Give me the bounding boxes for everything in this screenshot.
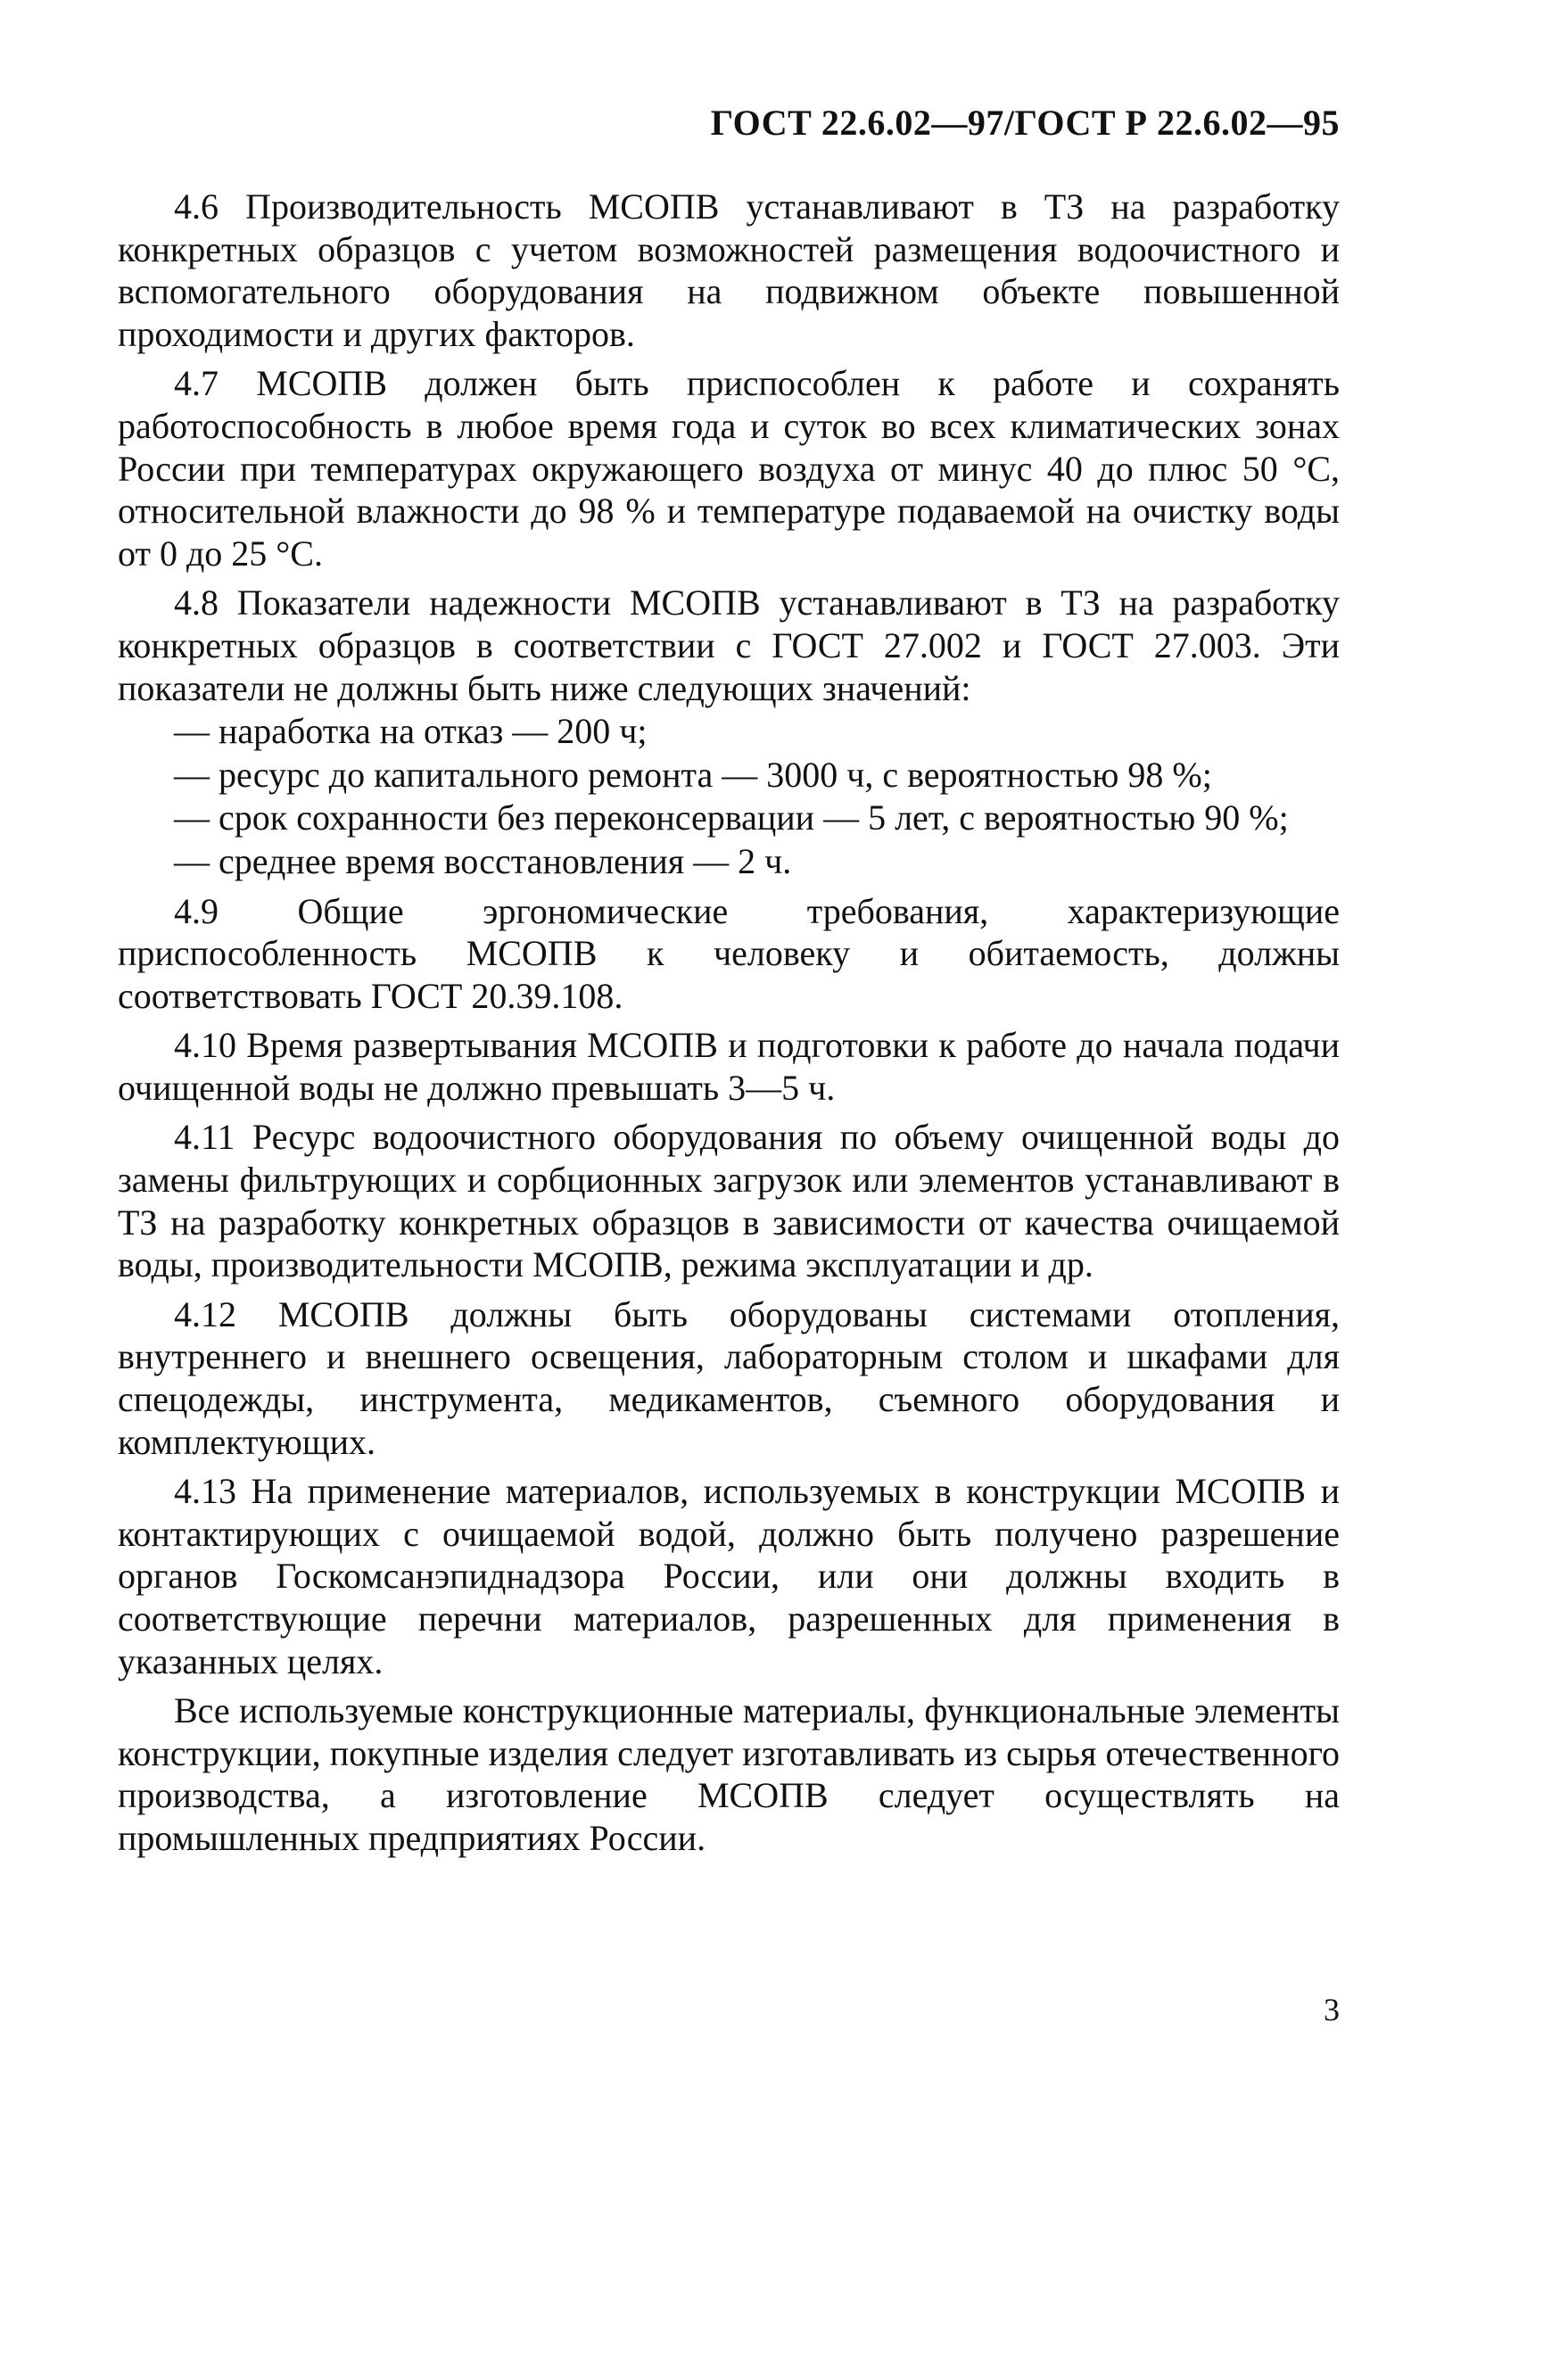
reliability-item-major-repair: — ресурс до капитального ремонта — 3000 ч, с вероятностью 98 %; bbox=[174, 754, 1212, 795]
paragraph-4-10: 4.10 Время развертывания МСОПВ и подготовки к работе до начала подачи очищенной воды не должно превышать 3—5 ч. bbox=[118, 1025, 1340, 1108]
paragraph-4-6: 4.6 Производительность МСОПВ устанавливают в ТЗ на разработку конкретных образцов с учетом возможностей размещения водоочистного и вспомогательного оборудования на подвижном объекте повышенной проходимости и других факторов. bbox=[118, 186, 1340, 354]
reliability-item-storage-life: — срок сохранности без переконсервации — 5 лет, с вероятностью 90 %; bbox=[174, 797, 1289, 838]
document-body bbox=[118, 186, 1340, 1861]
paragraph-4-13: 4.13 На применение материалов, используемых в конструкции МСОПВ и контактирующих с очищаемой водой, должно быть получено разрешение органов Госкомсанэпиднадзора России, или они должны входить в соответствующие перечни материалов, разрешенных для применения в указанных целях. bbox=[118, 1471, 1340, 1681]
paragraph-4-7: 4.7 МСОПВ должен быть приспособлен к работе и сохранять работоспособность в любое время года и суток во всех климатических зонах России при температурах окружающего воздуха от минус 40 до плюс 50 °С, относительной влажности до 98 % и температуре подаваемой на очистку воды от 0 до 25 °С. bbox=[118, 363, 1340, 574]
paragraph-4-9: 4.9 Общие эргономические требования, характеризующие приспособленность МСОПВ к человеку и обитаемость, должны соответствовать ГОСТ 20.39.108. bbox=[118, 890, 1340, 1016]
document-header: ГОСТ 22.6.02—97/ГОСТ Р 22.6.02—95 bbox=[710, 103, 1340, 143]
paragraph-materials-origin: Все используемые конструкционные материалы, функциональные элементы конструкции, покупные изделия следует изготавливать из сырья отечественного производства, а изготовление МСОПВ следует осуществлять на промышленных предприятиях России. bbox=[118, 1690, 1340, 1858]
reliability-item-failure-time: — наработка на отказ — 200 ч; bbox=[174, 711, 648, 752]
paragraph-4-8: 4.8 Показатели надежности МСОПВ устанавливают в ТЗ на разработку конкретных образцов в соответствии с ГОСТ 27.002 и ГОСТ 27.003. Эти показатели не должны быть ниже следующих значений: bbox=[118, 582, 1340, 708]
page-number: 3 bbox=[1324, 1992, 1340, 2028]
paragraph-4-11: 4.11 Ресурс водоочистного оборудования по объему очищенной воды до замены фильтрующих и сорбционных загрузок или элементов устанавливают в ТЗ на разработку конкретных образцов в зависимости от качества очищаемой воды, производительности МСОПВ, режима эксплуатации и др. bbox=[118, 1117, 1340, 1285]
reliability-item-recovery-time: — среднее время восстановления — 2 ч. bbox=[174, 840, 792, 881]
paragraph-4-12: 4.12 МСОПВ должны быть оборудованы системами отопления, внутреннего и внешнего освещения, лабораторным столом и шкафами для спецодежды, инструмента, медикаментов, съемного оборудования и комплектующих. bbox=[118, 1293, 1340, 1462]
